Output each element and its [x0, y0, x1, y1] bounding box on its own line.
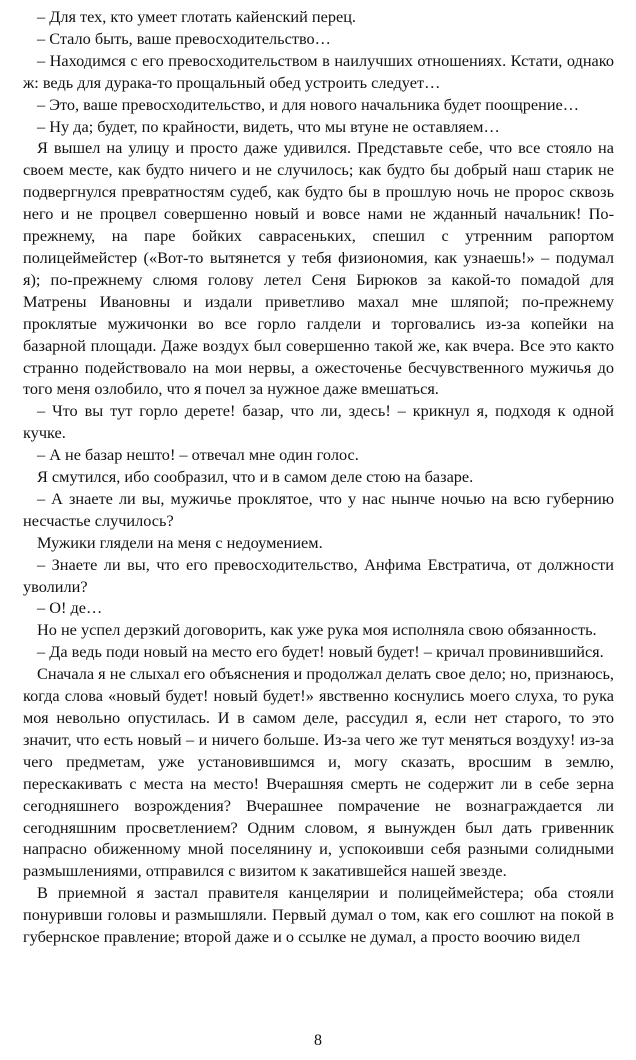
- paragraph: Мужики глядели на меня с недоумением.: [37, 532, 323, 552]
- paragraph: – О! де…: [37, 598, 103, 618]
- paragraph: – Ну да; будет, по крайности, видеть, что мы втуне не оставляем…: [37, 116, 500, 136]
- paragraph: Я вышел на улицу и просто даже удивился. Представьте себе, что все стояло на своем месте, как будто ничего и не случилось; как будто бы добрый наш старик не подвергнулся превратностям судеб, как будто бы в прошлую ночь не пророс сквозь него и не процвел совершенно новый и вовсе нами не жданный начальник! По-прежнему, на паре бойких саврасеньких, спешил с утренним рапортом полицеймейстер («Вот-то вытянется у тебя физиономия, как узнаешь!» – подумал я); по-прежнему слюмя голову летел Сеня Бирюков за какой-то помадой для Матрены Ивановны и издали приветливо махал мне шляпой; по-прежнему проклятые мужичонки во все горло галдели и торговались из-за копейки на базарной площади. Даже воздух был совершенно такой же, как вчера. Все это както странно подействовало на мои нервы, а ожесточенье бесчувственного мужичья до того меня озлобило, что я почел за нужное даже вмешаться.: [23, 138, 614, 399]
- paragraph: В приемной я застал правителя канцелярии и полицеймейстера; оба стояли понуривши головы и размышляли. Первый думал о том, как его сошлют на покой в губернское правление; второй даже и о ссылке не думал, а просто воочию видел: [23, 883, 614, 947]
- paragraph: – Что вы тут горло дерете! базар, что ли, здесь! – крикнул я, подходя к одной кучке.: [23, 401, 614, 443]
- paragraph: Я смутился, ибо сообразил, что и в самом деле стою на базаре.: [37, 467, 474, 487]
- paragraph: – Да ведь поди новый на место его будет! новый будет! – кричал провинившийся.: [37, 642, 604, 662]
- paragraph: – А знаете ли вы, мужичье проклятое, что у нас нынче ночью на всю губернию несчастье случилось?: [23, 488, 614, 530]
- paragraph: Сначала я не слыхал его объяснения и продолжал делать свое дело; но, признаюсь, когда слова «новый будет! новый будет!» явственно коснулись моего слуха, то рука моя невольно опустилась. И в самом деле, рассудил я, если нет старого, то это значит, что есть новый – и ничего больше. Из-за чего же тут меняться воздуху! из-за чего предметам, уже установившимся и, могу сказать, вросшим в землю, перескакивать с места на место! Вчерашняя смерть не содержит ли в себе зерна сегодняшнего возрождения? Вчерашнее помрачение не вознаграждается ли сегодняшним просветлением? Одним словом, я вынужден был дать гривенник напрасно обиженному мной поселянину и, успокоивши себя разными солидными размышлениями, отправился с визитом к закатившейся нашей звезде.: [23, 664, 614, 881]
- paragraph: – Стало быть, ваше превосходительство…: [37, 28, 331, 48]
- paragraph: Но не успел дерзкий договорить, как уже рука моя исполняла свою обязанность.: [37, 620, 597, 640]
- paragraph: – Находимся с его превосходительством в наилучших отношениях. Кстати, однако ж: ведь для дурака-то прощальный обед устроить следует…: [23, 50, 614, 92]
- paragraph: – Для тех, кто умеет глотать кайенский перец.: [37, 7, 356, 26]
- paragraph: – Знаете ли вы, что его превосходительство, Анфима Евстратича, от должности уволили?: [23, 554, 614, 596]
- page-number: 8: [314, 1032, 322, 1049]
- paragraph: – А не базар нешто! – отвечал мне один голос.: [37, 445, 359, 465]
- page-body: [23, 6, 614, 948]
- paragraph: – Это, ваше превосходительство, и для нового начальника будет поощрение…: [37, 94, 580, 114]
